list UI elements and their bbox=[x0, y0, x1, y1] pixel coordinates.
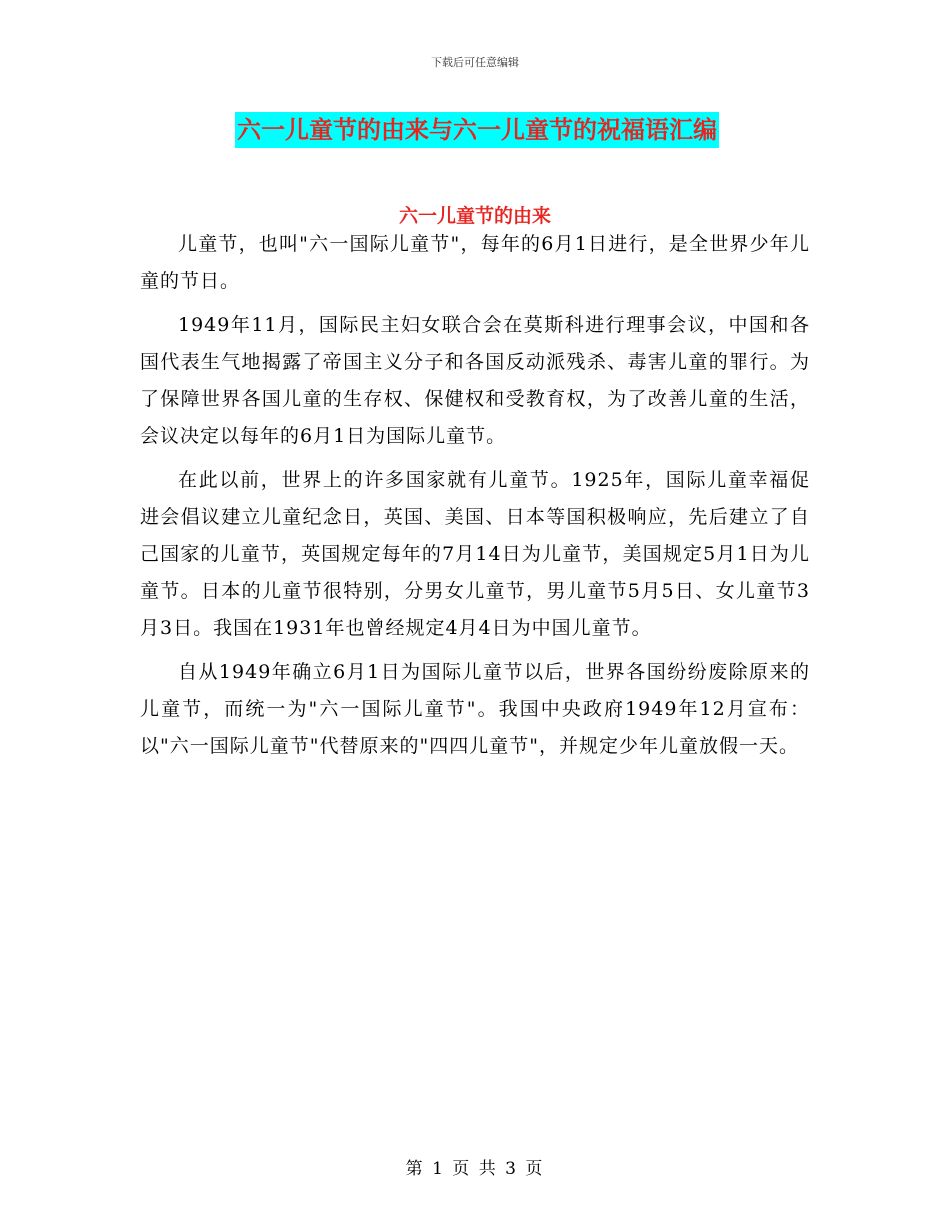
paragraph-4: 自从1949年确立6月1日为国际儿童节以后，世界各国纷纷废除原来的儿童节，而统一为"六一国际儿童节"。我国中央政府1949年12月宣布：以"六一国际儿童节"代替原来的"四四儿童节"，并规定少年儿童放假一天。 bbox=[140, 661, 810, 757]
page-footer: 第 1 页 共 3 页 bbox=[405, 1159, 545, 1179]
header-note: 下载后可任意编辑 bbox=[431, 56, 519, 69]
document-body bbox=[140, 226, 810, 772]
document-title: 六一儿童节的由来与六一儿童节的祝福语汇编 bbox=[235, 112, 719, 148]
paragraph-2: 1949年11月，国际民主妇女联合会在莫斯科进行理事会议，中国和各国代表生气地揭露了帝国主义分子和各国反动派残杀、毒害儿童的罪行。为了保障世界各国儿童的生存权、保健权和受教育权，为了改善儿童的生活，会议决定以每年的6月1日为国际儿童节。 bbox=[140, 314, 810, 447]
paragraph-3: 在此以前，世界上的许多国家就有儿童节。1925年，国际儿童幸福促进会倡议建立儿童纪念日，英国、美国、日本等国积极响应，先后建立了自己国家的儿童节，英国规定每年的7月14日为儿童节，美国规定5月1日为儿童节。日本的儿童节很特别，分男女儿童节，男儿童节5月5日、女儿童节3月3日。我国在1931年也曾经规定4月4日为中国儿童节。 bbox=[140, 469, 810, 639]
paragraph-1: 儿童节，也叫"六一国际儿童节"，每年的6月1日进行，是全世界少年儿童的节日。 bbox=[140, 233, 810, 292]
section-heading: 六一儿童节的由来 bbox=[398, 205, 551, 227]
